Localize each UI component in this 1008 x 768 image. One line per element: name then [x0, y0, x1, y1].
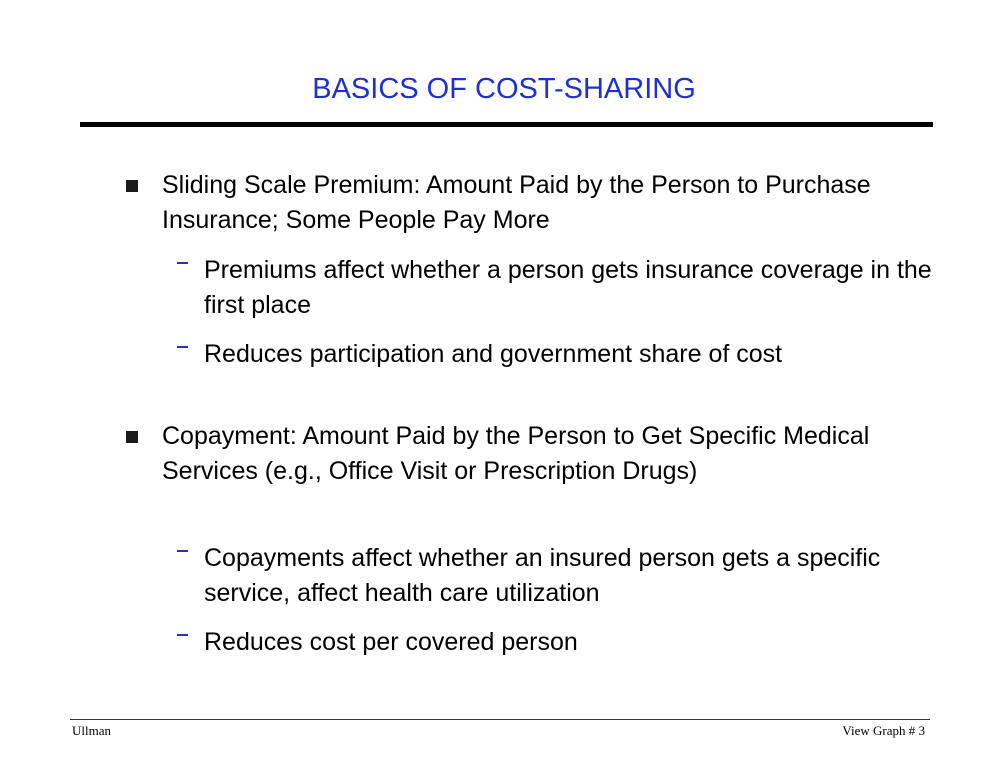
dash-bullet-icon	[177, 346, 188, 348]
sub-point: Reduces cost per covered person	[204, 628, 578, 656]
sub-point: Reduces participation and government share of cost	[204, 340, 783, 368]
footer-divider	[70, 719, 930, 720]
sub-point: Premiums affect whether a person gets insurance coverage in the first place	[204, 256, 932, 319]
main-point-copayment: Copayment: Amount Paid by the Person to Get Specific Medical Services (e.g., Office Visit or Prescription Drugs)	[162, 422, 870, 485]
sub-point: Copayments affect whether an insured person gets a specific service, affect health care utilization	[204, 544, 881, 607]
main-point-premium: Sliding Scale Premium: Amount Paid by the Person to Purchase Insurance; Some People Pay More	[162, 171, 871, 234]
dash-bullet-icon	[177, 634, 188, 636]
slide-title: BASICS OF COST-SHARING	[312, 73, 696, 105]
square-bullet-icon	[126, 431, 138, 443]
dash-bullet-icon	[177, 550, 188, 552]
square-bullet-icon	[126, 180, 138, 192]
footer-page-label: View Graph # 3	[842, 723, 925, 738]
dash-bullet-icon	[177, 262, 188, 264]
footer-author: Ullman	[72, 723, 111, 738]
